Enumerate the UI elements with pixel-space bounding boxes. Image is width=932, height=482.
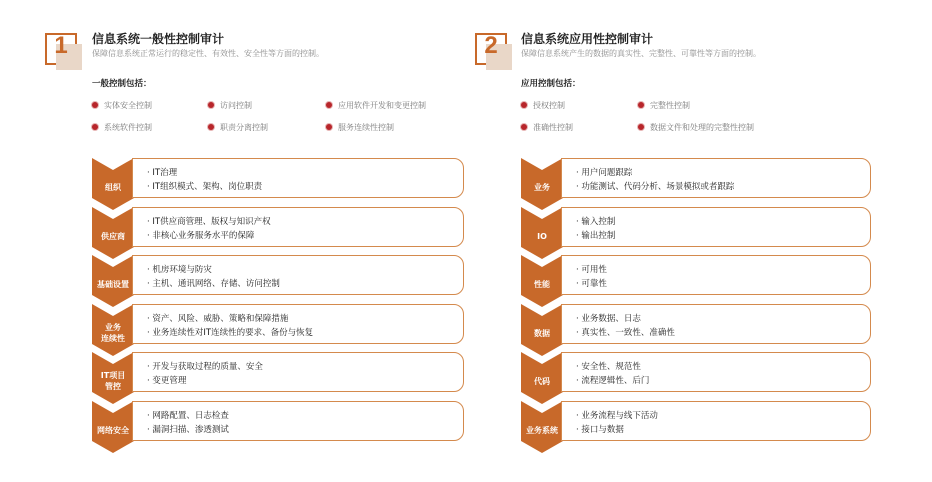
control-item: 数据文件和处理的完整性控制 bbox=[638, 122, 754, 133]
category-label: 网络安全 bbox=[97, 425, 129, 435]
control-item: 访问控制 bbox=[208, 100, 252, 111]
bullet-dot-icon bbox=[208, 102, 214, 108]
detail-line: · 非核心业务服务水平的保障 bbox=[147, 230, 255, 241]
detail-line: · 接口与数据 bbox=[576, 424, 624, 435]
detail-box bbox=[132, 158, 464, 198]
detail-line: · IT组织模式、架构、岗位职责 bbox=[147, 182, 263, 192]
bullet-dot-icon bbox=[326, 102, 332, 108]
section-number-badge bbox=[475, 33, 507, 65]
detail-box bbox=[132, 255, 464, 295]
controls-heading: 一般控制包括： bbox=[92, 79, 152, 89]
category-label: 性能 bbox=[534, 280, 550, 289]
category-label: 基础设置 bbox=[97, 280, 129, 289]
control-item: 完整性控制 bbox=[638, 100, 690, 111]
section-subtitle: 保障信息系统产生的数据的真实性、完整性、可靠性等方面的控制。 bbox=[521, 49, 761, 58]
detail-box bbox=[561, 401, 871, 441]
section-title: 信息系统应用性控制审计 bbox=[521, 32, 654, 46]
control-item: 服务连续性控制 bbox=[326, 122, 394, 133]
detail-line: · IT治理 bbox=[147, 168, 178, 178]
detail-line: · 网路配置、日志检查 bbox=[147, 410, 229, 421]
detail-line: · 真实性、一致性、准确性 bbox=[576, 327, 675, 338]
detail-box bbox=[561, 352, 871, 392]
detail-box bbox=[561, 158, 871, 198]
audit-row bbox=[92, 304, 464, 348]
detail-box bbox=[561, 304, 871, 344]
category-label: 供应商 bbox=[101, 231, 125, 241]
control-item: 准确性控制 bbox=[521, 122, 573, 133]
detail-line: · 可用性 bbox=[576, 265, 607, 275]
detail-box bbox=[132, 352, 464, 392]
audit-row bbox=[521, 207, 871, 251]
bullet-dot-icon bbox=[638, 124, 644, 130]
audit-row bbox=[92, 401, 464, 445]
detail-line: · 机房环境与防灾 bbox=[147, 265, 212, 275]
detail-line: · 主机、通讯网络、存储、访问控制 bbox=[147, 279, 280, 289]
audit-row bbox=[521, 401, 871, 445]
detail-line: · 可靠性 bbox=[576, 279, 607, 289]
section-number-badge bbox=[45, 33, 77, 65]
bullet-dot-icon bbox=[326, 124, 332, 130]
control-item: 实体安全控制 bbox=[92, 100, 152, 111]
category-label: IT项目 管控 bbox=[100, 371, 126, 391]
detail-box bbox=[132, 207, 464, 247]
detail-line: · 资产、风险、威胁、策略和保障措施 bbox=[147, 313, 289, 324]
category-label: IO bbox=[537, 231, 547, 241]
audit-row bbox=[521, 255, 871, 299]
detail-line: · 输出控制 bbox=[576, 230, 616, 241]
application-control-section bbox=[466, 0, 932, 482]
audit-row bbox=[92, 255, 464, 299]
category-label: 代码 bbox=[534, 377, 550, 386]
detail-box bbox=[132, 401, 464, 441]
control-item: 授权控制 bbox=[521, 100, 565, 111]
detail-box bbox=[561, 255, 871, 295]
section-number: 2 bbox=[484, 32, 498, 59]
detail-line: · 业务连续性对IT连续性的要求、备份与恢复 bbox=[147, 327, 314, 338]
bullet-dot-icon bbox=[521, 102, 527, 108]
detail-line: · 输入控制 bbox=[576, 216, 616, 227]
bullet-dot-icon bbox=[638, 102, 644, 108]
detail-line: · 业务数据、日志 bbox=[576, 313, 641, 324]
detail-line: · 漏洞扫描、渗透测试 bbox=[147, 424, 229, 435]
control-item: 系统软件控制 bbox=[92, 122, 152, 133]
audit-row bbox=[521, 304, 871, 348]
control-item: 职责分离控制 bbox=[208, 122, 268, 133]
detail-line: · 开发与获取过程的质量、安全 bbox=[147, 362, 263, 372]
detail-line: · 功能测试、代码分析、场景模拟或者跟踪 bbox=[576, 182, 735, 192]
section-subtitle: 保障信息系统正常运行的稳定性、有效性、安全性等方面的控制。 bbox=[92, 49, 324, 58]
audit-row bbox=[92, 158, 464, 202]
detail-line: · 变更管理 bbox=[147, 376, 187, 386]
detail-line: · 用户问题跟踪 bbox=[576, 168, 633, 178]
detail-line: · 流程逻辑性、后门 bbox=[576, 376, 650, 386]
detail-box bbox=[561, 207, 871, 247]
audit-row bbox=[521, 352, 871, 396]
section-number: 1 bbox=[54, 32, 68, 59]
audit-row bbox=[92, 352, 464, 396]
detail-box bbox=[132, 304, 464, 344]
section-title: 信息系统一般性控制审计 bbox=[92, 32, 225, 46]
controls-heading: 应用控制包括： bbox=[521, 79, 581, 89]
bullet-dot-icon bbox=[92, 102, 98, 108]
category-label: 业务 连续性 bbox=[101, 322, 125, 343]
audit-row bbox=[92, 207, 464, 251]
bullet-dot-icon bbox=[92, 124, 98, 130]
detail-line: · 业务流程与线下活动 bbox=[576, 410, 658, 421]
category-label: 数据 bbox=[534, 328, 550, 338]
detail-line: · IT供应商管理、版权与知识产权 bbox=[147, 216, 271, 227]
bullet-dot-icon bbox=[521, 124, 527, 130]
category-label: 组织 bbox=[105, 183, 121, 192]
audit-row bbox=[521, 158, 871, 202]
category-label: 业务系统 bbox=[526, 425, 558, 435]
bullet-dot-icon bbox=[208, 124, 214, 130]
detail-line: · 安全性、规范性 bbox=[576, 362, 641, 372]
control-item: 应用软件开发和变更控制 bbox=[326, 100, 426, 111]
category-label: 业务 bbox=[534, 183, 550, 192]
